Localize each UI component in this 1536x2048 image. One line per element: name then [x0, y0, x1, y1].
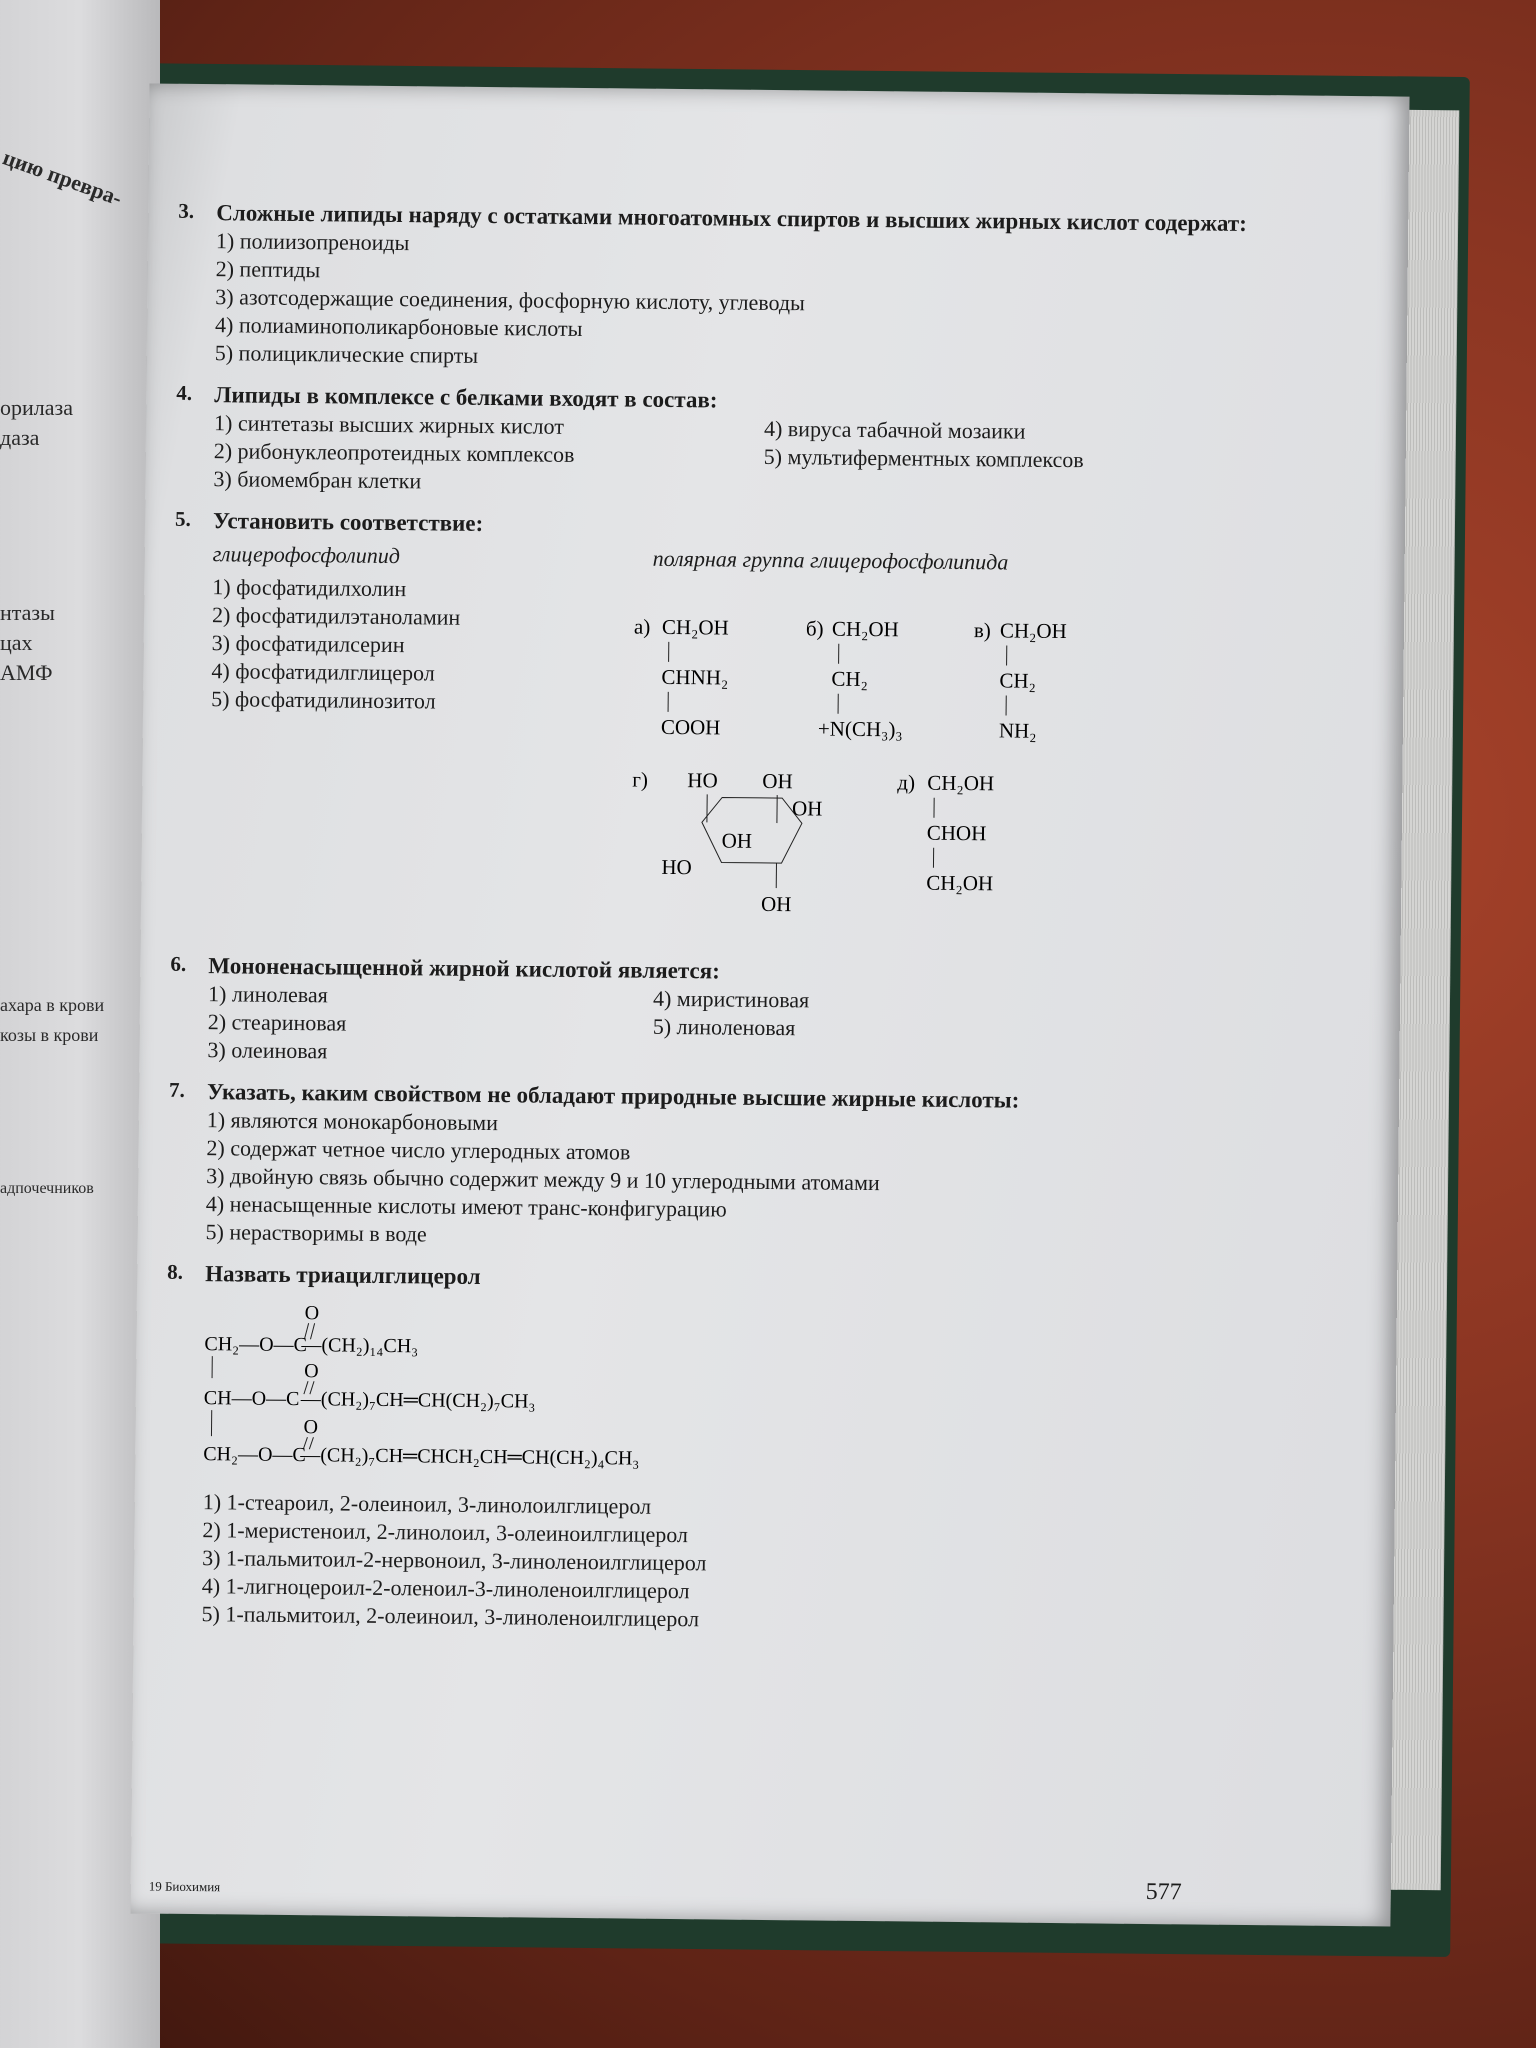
option: 2) рибонуклеопротеидных комплексов — [213, 438, 575, 467]
question-number: 8. — [167, 1259, 184, 1284]
structure-text: CH₂OH — [831, 616, 899, 642]
question-4 — [175, 381, 1356, 505]
question-7 — [167, 1078, 1349, 1258]
question-text: Назвать триацилглицерол — [205, 1261, 481, 1289]
structure-text: OH — [762, 768, 793, 794]
formula-text: O — [303, 1416, 319, 1439]
option: 1) полиизопреноиды — [215, 228, 410, 256]
question-text: Установить соответствие: — [212, 508, 484, 536]
option: 2) содержат четное число углеродных атомов — [206, 1135, 631, 1165]
option: 2) 1-меристеноил, 2-линолоил, 3-олеиноилглицерол — [202, 1517, 689, 1548]
triacylglycerol-formula — [203, 1298, 845, 1475]
structure-text: CH₂OH — [926, 870, 994, 896]
structure-text: CH₂OH — [927, 770, 995, 796]
option: 4) полиаминополикарбоновые кислоты — [214, 312, 583, 341]
formula-text: O — [304, 1302, 320, 1325]
structure-label: д) — [897, 770, 916, 795]
option: 1) 1-стеароил, 2-олеиноил, 3-линолоилглицерол — [202, 1489, 652, 1519]
option: 4) миристиновая — [652, 985, 810, 1013]
structure-text: COOH — [660, 714, 721, 740]
formula-text: —(CH₂)₁₄CH₃ — [301, 1334, 419, 1358]
option: 5) полициклические спирты — [214, 340, 479, 368]
option: 1) являются монокарбоновыми — [206, 1107, 499, 1136]
prev-fragment: ахара в крови — [0, 995, 105, 1015]
prev-fragment: цах — [0, 630, 33, 655]
prev-fragment: даза — [0, 425, 40, 450]
question-8 — [163, 1260, 1347, 1640]
option: 5) фосфатидилинозитол — [211, 686, 436, 714]
option: 2) пептиды — [215, 256, 321, 283]
option: 4) фосфатидилглицерол — [211, 658, 435, 686]
option: 4) вируса табачной мозаики — [763, 415, 1026, 444]
option: 3) азотсодержащие соединения, фосфорную кислоту, углеводы — [215, 284, 806, 316]
column-headers — [213, 541, 1355, 579]
answer-options — [207, 980, 1350, 1076]
option: 1) фосфатидилхолин — [212, 574, 407, 602]
formula-text: —(CH₂)₇CH═CHCH₂CH═CH(CH₂)₄CH₃ — [300, 1444, 640, 1470]
prev-fragment: нтазы — [0, 600, 55, 625]
question-text: Указать, каким свойством не обладают природные высшие жирные кислоты: — [206, 1079, 1020, 1113]
structure-label: в) — [973, 618, 991, 643]
question-number: 3. — [178, 198, 195, 223]
option: 2) фосфатидилэтаноламин — [211, 602, 461, 630]
question-5 — [171, 507, 1355, 954]
question-text: Липиды в комплексе с белками входят в состав: — [214, 382, 718, 413]
option: 3) олеиновая — [207, 1037, 328, 1064]
structure-label: г) — [632, 767, 649, 792]
question-6 — [169, 952, 1350, 1076]
footer-signature: 19 Биохимия — [148, 1878, 221, 1895]
structure-text: +N(CH₃)₃ — [817, 716, 903, 742]
option: 5) линоленовая — [652, 1013, 796, 1041]
answer-options — [213, 409, 1356, 505]
structure-text: CHOH — [926, 820, 987, 846]
question-text: Мононенасыщенной жирной кислотой является: — [208, 953, 720, 984]
option: 3) 1-пальмитоил-2-нервоноил, 3-линоленоилглицерол — [202, 1545, 707, 1576]
structure-text: OH — [721, 828, 753, 853]
structure-label: б) — [805, 616, 824, 641]
question-number: 7. — [168, 1077, 185, 1102]
page-content — [163, 199, 1358, 1650]
book-page — [130, 83, 1409, 1926]
page-number: 577 — [1145, 1878, 1182, 1906]
right-column-head: полярная группа глицерофосфолипида — [652, 545, 1009, 575]
prev-fragment: козы в крови — [0, 1025, 99, 1045]
option: 1) синтетазы высших жирных кислот — [213, 410, 565, 439]
structure-text: CH₂ — [999, 668, 1037, 693]
left-column-head: глицерофосфолипид — [212, 541, 401, 569]
formula-text: —(CH₂)₇CH═CH(CH₂)₇CH₃ — [300, 1388, 536, 1413]
structure-text: HO — [661, 854, 692, 880]
answer-options — [215, 227, 1358, 379]
option: 5) мультиферментных комплексов — [763, 443, 1084, 473]
structure-label: а) — [633, 614, 651, 639]
prev-fragment: адпочечников — [0, 1180, 94, 1197]
question-3 — [177, 199, 1359, 379]
option: 3) двойную связь обычно содержит между 9 и 10 углеродными атомами — [206, 1163, 880, 1196]
structure-text: OH — [760, 891, 792, 917]
option: 3) биомембран клетки — [213, 466, 422, 494]
option: 1) линолевая — [207, 981, 329, 1008]
formula-text: CH₂—O—C — [204, 1333, 308, 1357]
structure-text: OH — [791, 796, 823, 821]
prev-fragment: цию превра- — [0, 144, 126, 211]
question-number: 5. — [174, 506, 191, 531]
polar-group-structures — [631, 612, 1154, 952]
answer-options — [201, 1488, 1344, 1640]
option: 5) 1-пальмитоил, 2-олеиноил, 3-линоленоилглицерол — [201, 1601, 700, 1632]
answer-options — [205, 1106, 1348, 1258]
option: 4) 1-лигноцероил-2-оленоил-3-линоленоилглицерол — [201, 1573, 690, 1604]
formula-text: CH—O—C — [203, 1387, 300, 1411]
formula-text: CH₂—O—C — [203, 1443, 306, 1467]
question-number: 4. — [176, 380, 193, 405]
structure-text: HO — [687, 768, 718, 793]
structure-text: NH₂ — [998, 718, 1037, 743]
option: 5) нерастворимы в воде — [205, 1219, 427, 1247]
structure-text: CH₂ — [831, 666, 869, 692]
structure-text: CH₂OH — [661, 614, 729, 640]
prev-fragment: орилаза — [0, 395, 73, 420]
option: 4) ненасыщенные кислоты имеют транс-конфигурацию — [205, 1191, 727, 1222]
prev-fragment: АМФ — [0, 660, 53, 685]
question-number: 6. — [170, 951, 187, 976]
formula-text: O — [304, 1360, 319, 1383]
option: 2) стеариновая — [207, 1009, 347, 1036]
question-text: Сложные липиды наряду с остатками многоатомных спиртов и высших жирных кислот содержат: — [216, 200, 1247, 236]
option: 3) фосфатидилсерин — [211, 630, 405, 658]
structure-text: CH₂OH — [999, 618, 1067, 644]
structure-text: CHNH₂ — [661, 664, 729, 690]
